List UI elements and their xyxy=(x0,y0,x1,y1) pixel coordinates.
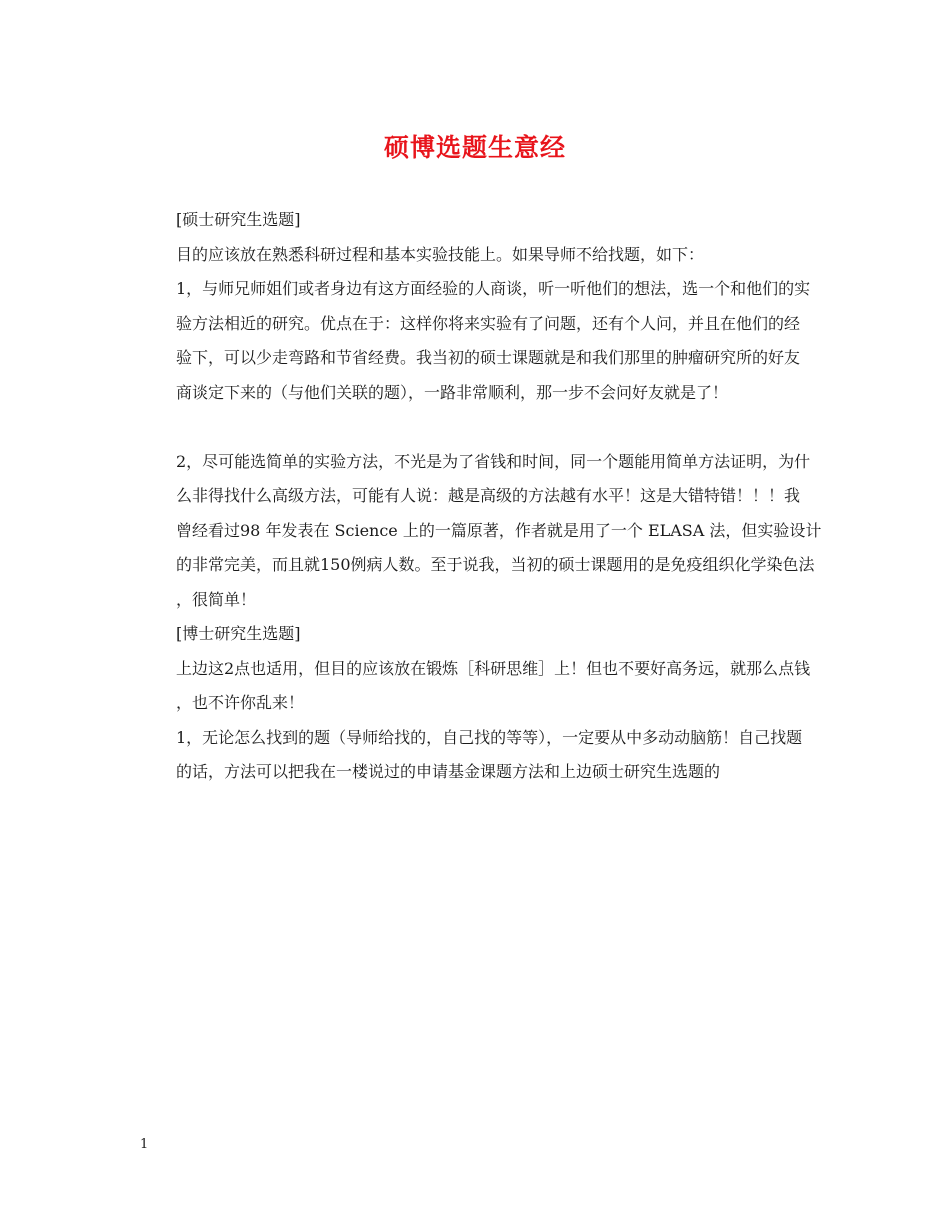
paragraph-masters-goal: 目的应该放在熟悉科研过程和基本实验技能上。如果导师不给找题，如下： xyxy=(176,244,705,264)
paragraph-masters-point-2b: 么非得找什么高级方法，可能有人说：越是高级的方法越有水平！这是大错特错！！！我 xyxy=(176,486,801,505)
paragraph-masters-point-1d: 商谈定下来的（与他们关联的题），一路非常顺利，那一步不会问好友就是了！ xyxy=(176,382,729,402)
paragraph-gap xyxy=(140,410,830,445)
paragraph-phd-goal-a: 上边这2点也适用，但目的应该放在锻炼［科研思维］上！但也不要好高务远，就那么点钱 xyxy=(176,658,811,678)
section-heading-masters: [硕士研究生选题] xyxy=(176,210,301,229)
page-number: 1 xyxy=(140,1137,149,1152)
paragraph-masters-point-2a: 2，尽可能选简单的实验方法，不光是为了省钱和时间，同一个题能用简单方法证明，为什 xyxy=(176,451,811,471)
paragraph-phd-goal-b: ，也不许你乱来！ xyxy=(176,693,305,712)
paragraph-masters-point-1c: 验下，可以少走弯路和节省经费。我当初的硕士课题就是和我们那里的肿瘤研究所的好友 xyxy=(176,348,801,367)
paragraph-masters-point-2c: 曾经看过98 年发表在 Science 上的一篇原著，作者就是用了一个 ELASA 法，但实验设计 xyxy=(176,520,822,540)
document-body xyxy=(140,203,830,790)
paragraph-masters-point-2d: 的非常完美，而且就150例病人数。至于说我，当初的硕士课题用的是免疫组织化学染色法 xyxy=(176,555,815,574)
paragraph-phd-point-1b: 的话，方法可以把我在一楼说过的申请基金课题方法和上边硕士研究生选题的 xyxy=(176,762,721,781)
paragraph-phd-point-1a: 1，无论怎么找到的题（导师给找的，自己找的等等），一定要从中多动动脑筋！自己找题 xyxy=(176,727,803,747)
paragraph-masters-point-1a: 1，与师兄师姐们或者身边有这方面经验的人商谈，听一听他们的想法，选一个和他们的实 xyxy=(176,279,811,298)
paragraph-masters-point-1b: 验方法相近的研究。优点在于：这样你将来实验有了问题，还有个人问，并且在他们的经 xyxy=(176,313,801,333)
paragraph-masters-point-2e: ，很简单！ xyxy=(176,589,257,609)
document-title: 硕博选题生意经 xyxy=(383,133,566,162)
section-heading-phd: [博士研究生选题] xyxy=(176,624,301,643)
